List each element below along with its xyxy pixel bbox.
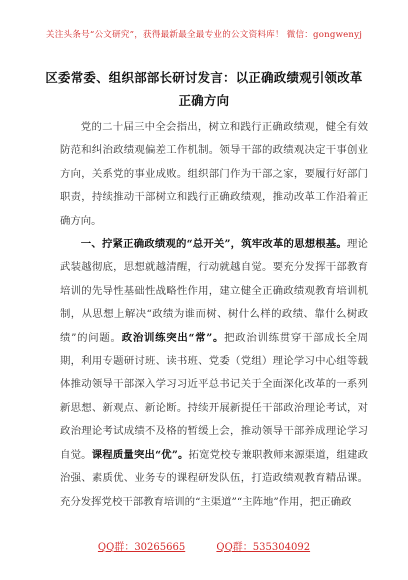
- section-1-text-a: 理论武装越彻底，思想就越清醒，行动就越自觉。要充分发挥干部教育培训的先导性基础性战略性作用，建立健全正确政绩观教育培训机制，从思想上解决“政绩为谁而树、树什么样的政绩、靠什么树政绩”的问题。: [60, 238, 369, 344]
- section-1-text-b: 把政治训练贯穿干部成长全周期，利用专题研讨班、读书班、党委（党组）理论学习中心组等载体推动领导干部深入学习习近平总书记关于全面深化改革的一系列新思想、新观点、新论断。持续开展新提任干部政治理论考试，对政治理论考试成绩不及格的暂缓上会，推动领导干部养成理论学习自觉。: [60, 331, 369, 461]
- subheading-course-quality: 课程质量突出“优”。: [91, 448, 189, 461]
- title-line-2: 正确方向: [178, 93, 230, 108]
- header-banner: 关注头条号“公文研究”，获得最新最全最专业的公文资料库！ 微信：gongwenyj: [45, 30, 363, 40]
- footer-qq-group-2[interactable]: QQ群：535304092: [216, 542, 311, 553]
- footer: [0, 538, 408, 553]
- subheading-political-training: 政治训练突出“常”。: [121, 331, 225, 344]
- title-line-1: 区委常委、组织部部长研讨发言：以正确政绩观引领改革: [45, 70, 363, 85]
- document-title: [30, 66, 378, 112]
- section-1-text-c: 拓宽党校专兼职教师来源渠道，组建政治强、素质优、业务专的课程研发队伍，打造政绩观教育精品课。充分发挥党校干部教育培训的“主渠道”“主阵地”作用，把正确政: [60, 448, 369, 508]
- footer-qq-group-1[interactable]: QQ群：30265665: [97, 542, 186, 553]
- intro-paragraph: 党的二十届三中全会指出，树立和践行正确政绩观，健全有效防范和纠治政绩观偏差工作机制。领导干部的政绩观决定干事创业方向，关系党的事业成败。组织部门作为干部之家，要履行好部门职责，持续推动干部树立和践行正确政绩观，推动改革工作沿着正确方向。: [60, 121, 368, 227]
- section-1-paragraph: [60, 233, 368, 514]
- document-body: [60, 116, 368, 514]
- section-1-heading: 一、拧紧正确政绩观的“总开关”，筑牢改革的思想根基。: [80, 238, 348, 251]
